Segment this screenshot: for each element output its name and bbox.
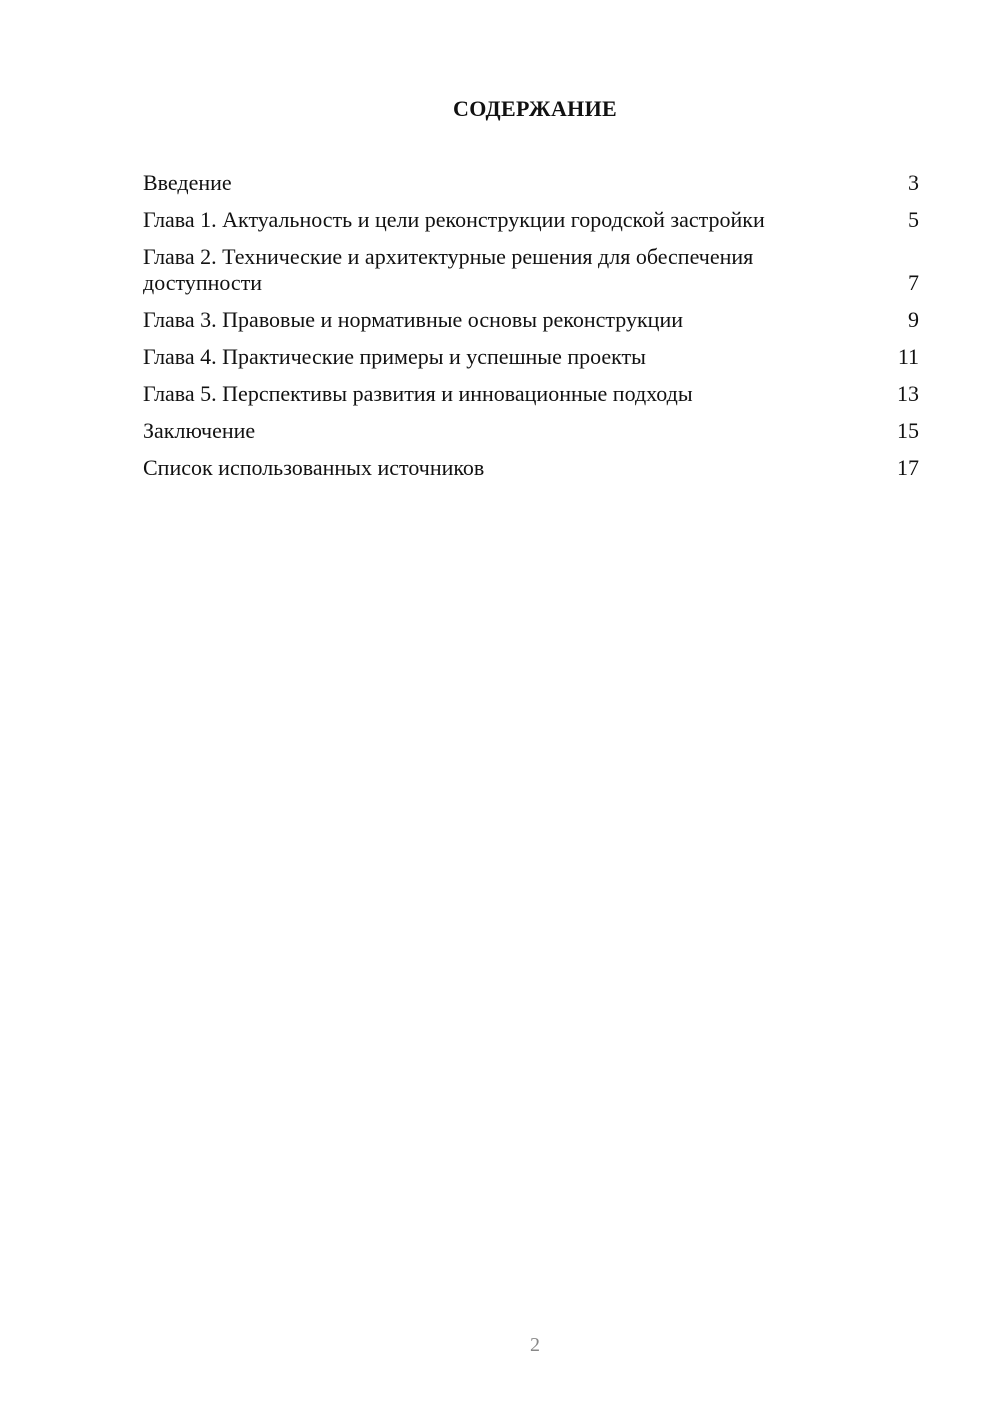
- toc-entry-text: Глава 1. Актуальность и цели реконструкции городской застройки: [143, 207, 765, 232]
- toc-entry-page: 9: [908, 307, 919, 332]
- toc-entry-page: 7: [908, 270, 919, 295]
- toc-entry-text: Глава 3. Правовые и нормативные основы реконструкции: [143, 307, 683, 332]
- toc-entry-conclusion: [143, 418, 919, 444]
- toc-entry-chapter-1: [143, 207, 919, 233]
- toc-entry-introduction: [143, 170, 919, 196]
- toc-entry-text: Глава 2. Технические и архитектурные решения для обеспечения доступности: [143, 244, 754, 295]
- toc-entry-text: Заключение: [143, 418, 256, 443]
- toc-entry-references: [143, 455, 919, 481]
- toc-entry-page: 11: [897, 344, 919, 369]
- toc-entry-chapter-5: [143, 381, 919, 407]
- toc-entry-chapter-2: [143, 244, 919, 296]
- toc-entry-chapter-3: [143, 307, 919, 333]
- page-title: СОДЕРЖАНИЕ: [453, 96, 617, 121]
- toc-entry-text: Список использованных источников: [143, 455, 485, 480]
- toc-entry-page: 5: [908, 207, 919, 232]
- toc-entry-text: Глава 4. Практические примеры и успешные проекты: [143, 344, 646, 369]
- toc-entry-page: 15: [897, 418, 919, 443]
- toc-entry-page: 3: [908, 170, 919, 195]
- table-of-contents: [143, 170, 919, 492]
- toc-entry-page: 13: [897, 381, 919, 406]
- toc-entry-page: 17: [897, 455, 919, 480]
- toc-entry-chapter-4: [143, 344, 919, 370]
- toc-entry-text: Введение: [143, 170, 232, 195]
- toc-entry-text: Глава 5. Перспективы развития и инновационные подходы: [143, 381, 693, 406]
- page-number: 2: [530, 1334, 540, 1356]
